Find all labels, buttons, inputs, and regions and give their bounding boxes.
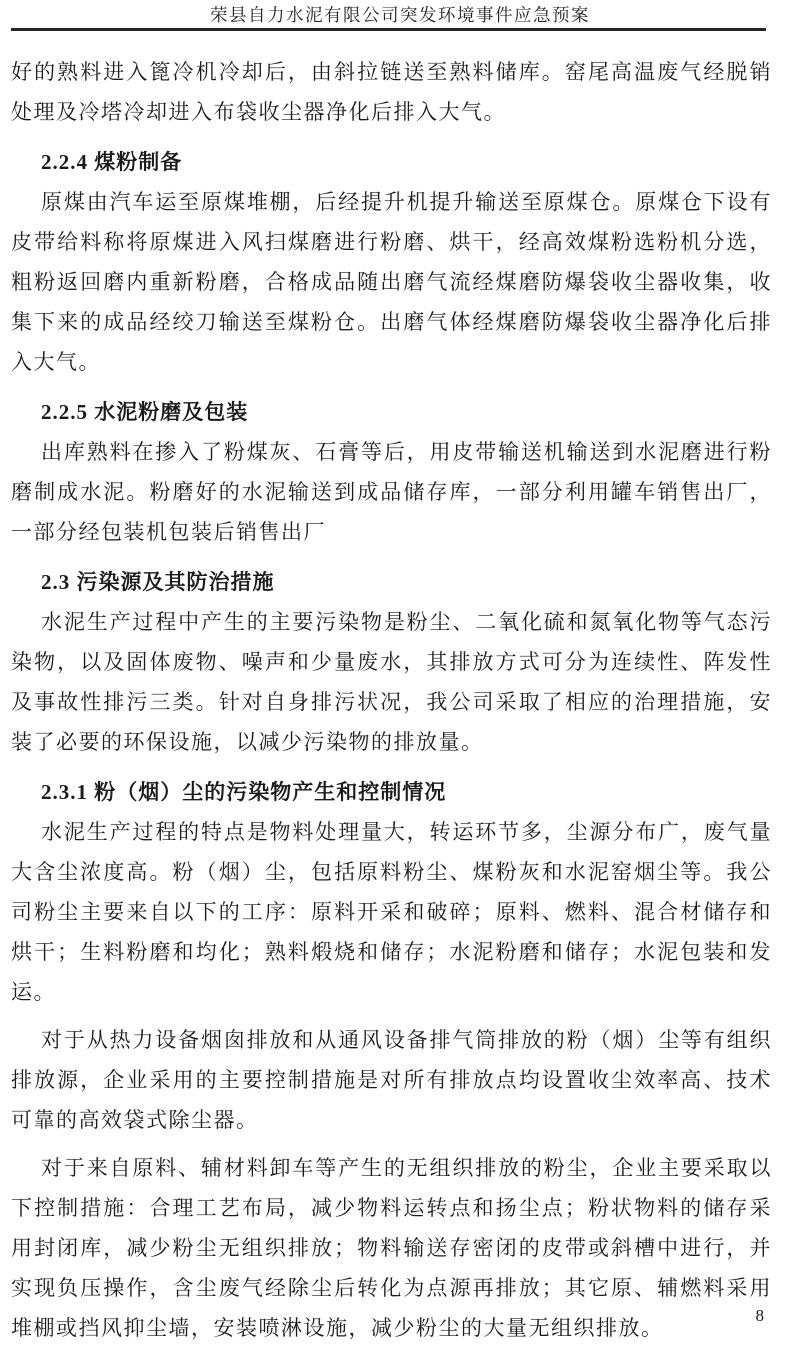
section-heading-2-2-4-coal-powder-preparation: 2.2.4 煤粉制备 [41,150,183,174]
body-paragraph-main-pollutants: 水泥生产过程中产生的主要污染物是粉尘、二氧化硫和氮氧化物等气态污染物，以及固体废物、噪声和少量废水，其排放方式可分为连续性、阵发性及事故性排污三类。针对自身排污状况，我公司采取了相应的治理措施，安装了必要的环保设施，以减少污染物的排放量。 [11,610,772,754]
body-paragraph-dust-sources: 水泥生产过程的特点是物料处理量大，转运环节多，尘源分布广，废气量大含尘浓度高。粉（烟）尘，包括原料粉尘、煤粉灰和水泥窑烟尘等。我公司粉尘主要来自以下的工序：原料开采和破碎；原料、燃料、混合材储存和烘干；生料粉磨和均化；熟料煅烧和储存；水泥粉磨和储存；水泥包装和发运。 [11,820,772,1004]
section-heading-2-2-5-cement-grinding-packing: 2.2.5 水泥粉磨及包装 [41,400,249,424]
section-heading-2-3-pollution-sources: 2.3 污染源及其防治措施 [41,570,275,594]
document-body [11,52,772,1348]
body-paragraph-coal-powder-process: 原煤由汽车运至原煤堆棚，后经提升机提升输送至原煤仓。原煤仓下设有皮带给料称将原煤进入风扫煤磨进行粉磨、烘干，经高效煤粉选粉机分选，粗粉返回磨内重新粉磨，合格成品随出磨气流经煤磨防爆袋收尘器收集，收集下来的成品经绞刀输送至煤粉仓。出磨气体经煤磨防爆袋收尘器净化后排入大气。 [11,190,772,374]
page-number: 8 [755,1306,764,1325]
body-paragraph-cement-grinding-process: 出库熟料在掺入了粉煤灰、石膏等后，用皮带输送机输送到水泥磨进行粉磨制成水泥。粉磨好的水泥输送到成品储存库，一部分利用罐车销售出厂，一部分经包装机包装后销售出厂 [11,440,772,544]
section-heading-2-3-1-dust-control: 2.3.1 粉（烟）尘的污染物产生和控制情况 [41,780,447,804]
body-paragraph-clinker-cooling: 好的熟料进入篦冷机冷却后，由斜拉链送至熟料储库。窑尾高温废气经脱销处理及冷塔冷却进入布袋收尘器净化后排入大气。 [11,60,772,124]
header-divider-rule [11,28,766,31]
body-paragraph-organized-emission-control: 对于从热力设备烟囱排放和从通风设备排气筒排放的粉（烟）尘等有组织排放源，企业采用的主要控制措施是对所有排放点均设置收尘效率高、技术可靠的高效袋式除尘器。 [11,1028,772,1132]
body-paragraph-unorganized-emission-control: 对于来自原料、辅材料卸车等产生的无组织排放的粉尘，企业主要采取以下控制措施：合理工艺布局，减少物料运转点和扬尘点；粉状物料的储存采用封闭库，减少粉尘无组织排放；物料输送存密闭的皮带或斜槽中进行，并实现负压操作，含尘废气经除尘后转化为点源再排放；其它原、辅燃料采用堆棚或挡风抑尘墙，安装喷淋设施，减少粉尘的大量无组织排放。 [11,1156,772,1340]
page-header-title: 荣县自力水泥有限公司突发环境事件应急预案 [210,5,590,25]
